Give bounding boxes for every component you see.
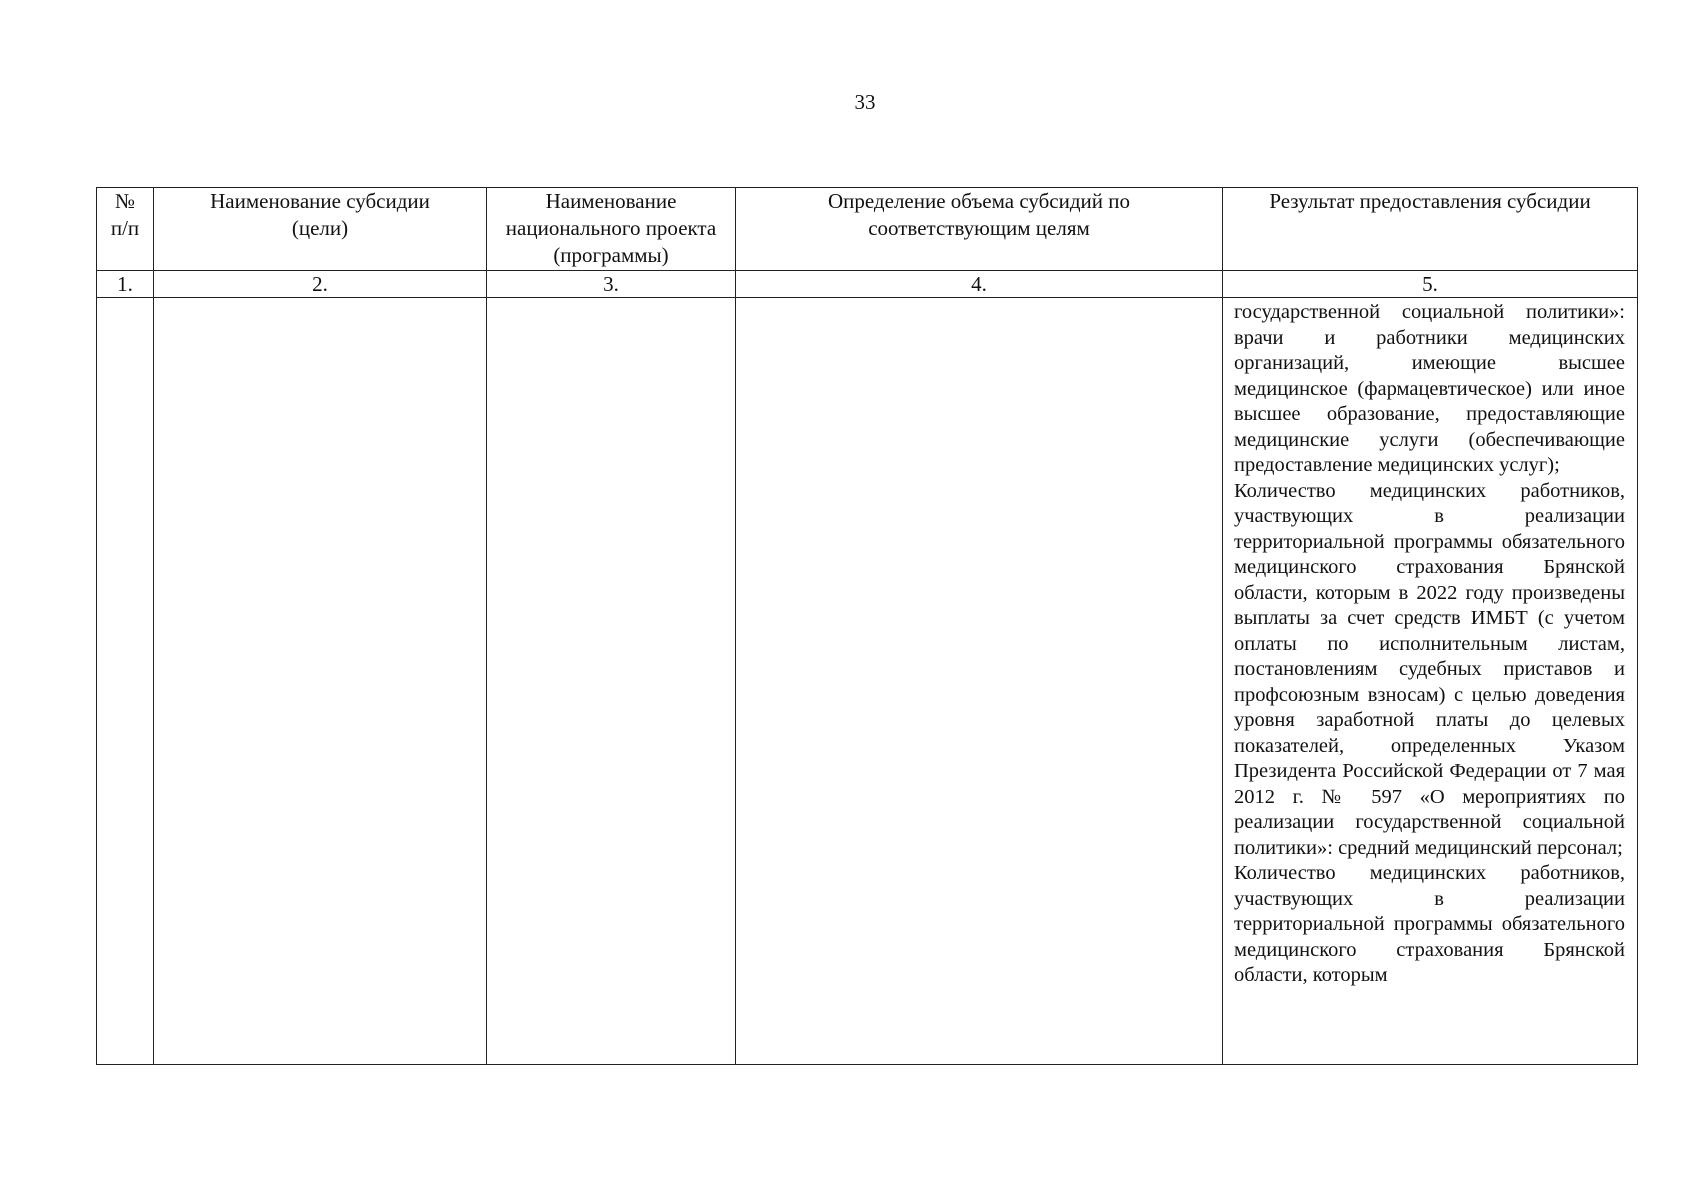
column-number-1: 1. — [97, 271, 154, 298]
row-number-cell — [97, 298, 154, 1065]
result-paragraph: Количество медицинских работников, участвующих в реализации территориальной программы обязательного медицинского страхования Брянской области, которым — [1234, 862, 1625, 986]
row-subsidy-result-cell — [1223, 298, 1638, 1065]
table-row — [97, 298, 1638, 1065]
header-national-project: Наименование национального проекта (программы) — [487, 188, 736, 271]
result-paragraph: Количество медицинских работников, участвующих в реализации территориальной программы обязательного медицинского страхования Брянской области, которым в 2022 году произведены выплаты за счет средств ИМБТ (с учетом оплаты по исполнительным листам, постановлениям судебных приставов и профсоюзным взносам) с целью доведения уровня заработной платы до целевых показателей, определенных Указом Президента Российской Федерации от 7 мая 2012 г. № 597 «О мероприятиях по реализации государственной социальной политики»: средний медицинский персонал; — [1234, 479, 1625, 859]
header-subsidy-name: Наименование субсидии (цели) — [154, 188, 487, 271]
table-header-row — [97, 188, 1638, 271]
header-subsidy-result: Результат предоставления субсидии — [1223, 188, 1638, 271]
subsidy-table — [96, 187, 1638, 1065]
header-number: № п/п — [97, 188, 154, 271]
row-national-project-cell — [487, 298, 736, 1065]
table-column-numbers-row — [97, 271, 1638, 298]
column-number-4: 4. — [736, 271, 1223, 298]
page-number: 33 — [854, 90, 876, 114]
column-number-2: 2. — [154, 271, 487, 298]
result-paragraph: государственной социальной политики»: врачи и работники медицинских организаций, имеющие высшее медицинское (фармацевтическое) или иное высшее образование, предоставляющие медицинские услуги (обеспечивающие предоставление медицинских услуг); — [1234, 301, 1625, 476]
column-number-3: 3. — [487, 271, 736, 298]
header-subsidy-volume: Определение объема субсидий по соответствующим целям — [736, 188, 1223, 271]
subsidy-result-text — [1234, 300, 1625, 989]
row-subsidy-volume-cell — [736, 298, 1223, 1065]
row-subsidy-name-cell — [154, 298, 487, 1065]
column-number-5: 5. — [1223, 271, 1638, 298]
